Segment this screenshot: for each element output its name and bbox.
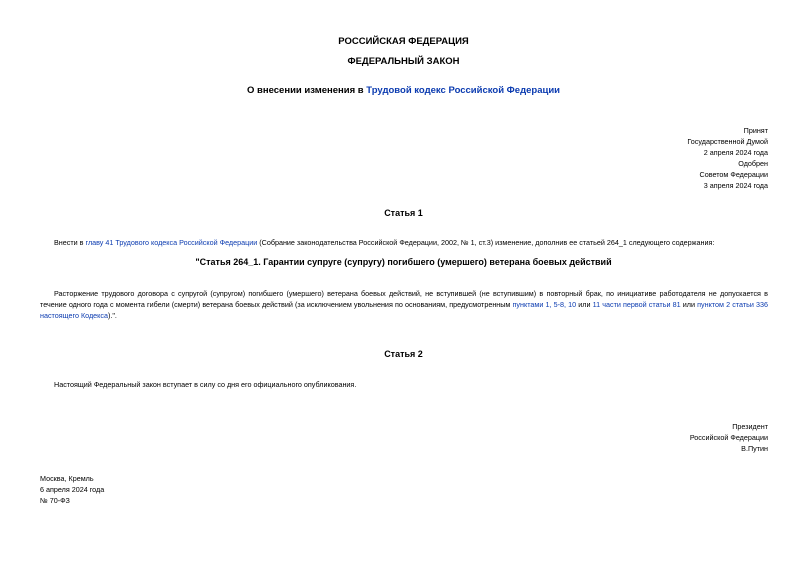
- article-1-text-after: (Собрание законодательства Российской Федерации, 2002, № 1, ст.3) изменение, дополнив ее статьей 264_1 следующего содержания:: [257, 238, 715, 247]
- signature-country: Российской Федерации: [689, 433, 768, 442]
- points-link[interactable]: пунктами 1, 5-8, 10: [512, 300, 577, 309]
- adopted-date: 2 апреля 2024 года: [703, 148, 768, 157]
- adopted-label: Принят: [743, 126, 768, 135]
- adoption-block: [687, 125, 768, 191]
- article-336-link[interactable]: пунктом 2 статьи 336 настоящего Кодекса: [40, 300, 769, 320]
- signature-title: Президент: [732, 422, 768, 431]
- approved-by: Советом Федерации: [699, 170, 768, 179]
- place-date-block: [40, 473, 104, 506]
- chapter-41-link[interactable]: главу 41 Трудового кодекса Российской Федерации: [85, 238, 258, 247]
- signature-block: [690, 421, 768, 454]
- article-81-link[interactable]: 11 части первой статьи 81: [592, 300, 681, 309]
- body-part1: Расторжение трудового договора с супругой (супругом) погибшего (умершего) ветерана боевых действий, не вступившей (не вступившим) в повторный брак, по инициативе работодателя не допускается в течение одного года с момента гибели (смерти) ветерана боевых действий (за исключением увольнения по основаниям, предусмотренным: [40, 289, 768, 309]
- approved-label: Одобрен: [738, 159, 768, 168]
- body-end: ).".: [107, 311, 117, 320]
- labor-code-link[interactable]: Трудовой кодекс Российской Федерации: [366, 85, 560, 96]
- law-title: [0, 85, 807, 96]
- law-type-title: ФЕДЕРАЛЬНЫЙ ЗАКОН: [347, 56, 460, 67]
- article-1-intro: [54, 237, 769, 248]
- country-title: РОССИЙСКАЯ ФЕДЕРАЦИЯ: [338, 36, 469, 47]
- sign-date: 6 апреля 2024 года: [40, 485, 105, 494]
- adopted-by: Государственной Думой: [687, 137, 768, 146]
- body-or1: или: [576, 300, 593, 309]
- signature-name: В.Путин: [741, 444, 768, 453]
- body-or2: или: [680, 300, 698, 309]
- article-1-heading: Статья 1: [384, 208, 423, 218]
- law-number: № 70-ФЗ: [40, 496, 70, 505]
- new-article-body: [40, 288, 768, 321]
- new-article-heading: "Статья 264_1. Гарантии супруге (супругу) погибшего (умершего) ветерана боевых действий: [195, 257, 612, 267]
- place: Москва, Кремль: [40, 474, 94, 483]
- article-1-text-before: Внести в: [54, 238, 86, 247]
- article-2-heading: Статья 2: [384, 349, 423, 359]
- approved-date: 3 апреля 2024 года: [703, 181, 768, 190]
- law-title-prefix: О внесении изменения в: [247, 85, 367, 96]
- article-2-text: Настоящий Федеральный закон вступает в силу со дня его официального опубликования.: [54, 380, 357, 389]
